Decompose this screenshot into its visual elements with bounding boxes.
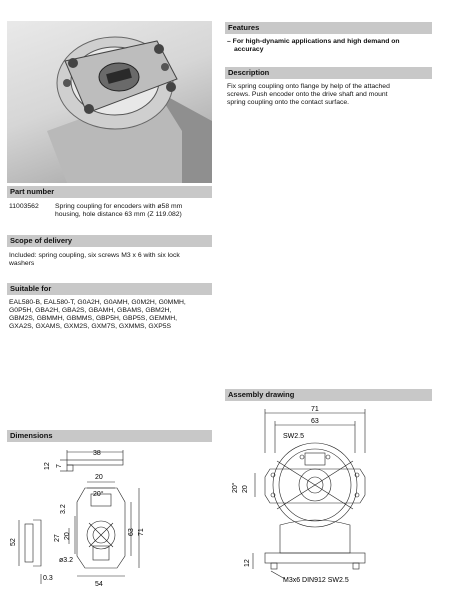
features-bullet: – For high-dynamic applications and high demand on [227, 38, 400, 45]
assembly-dim-20-deg: 20° [232, 482, 239, 493]
features-heading: Features [225, 22, 432, 34]
assembly-sw-label: SW2.5 [283, 433, 305, 440]
suitable-line-4: GXA2S, GXAMS, GXM2S, GXM7S, GXMMS, GXP5S [9, 323, 172, 330]
assembly-dim-63: 63 [311, 418, 319, 425]
scope-heading: Scope of delivery [7, 235, 212, 247]
features-bullet-cont: accuracy [234, 46, 264, 53]
scope-line-1: Included: spring coupling, six screws M3 x 6 with six lock [9, 252, 180, 259]
dim-20-b: 20 [64, 532, 71, 540]
description-line-2: screws. Push encoder onto the drive shaft and mount [227, 91, 388, 98]
assembly-heading: Assembly drawing [225, 389, 432, 401]
suitable-line-3: GBM2S, GBMMH, GBMMS, GBP5H, GBP5S, GEMMH, [9, 315, 178, 322]
dim-38: 38 [93, 450, 101, 457]
suitable-heading: Suitable for [7, 283, 212, 295]
spring-coupling-photo [7, 21, 212, 183]
part-description-line-2: housing, hole distance 63 mm (Z 119.082) [55, 211, 182, 218]
assembly-screw-label: M3x6 DIN912 SW2.5 [283, 577, 349, 584]
dim-54: 54 [95, 581, 103, 588]
dimensions-heading: Dimensions [7, 430, 212, 442]
description-line-1: Fix spring coupling onto flange by help of the attached [227, 83, 390, 90]
description-heading: Description [225, 67, 432, 79]
dimensions-drawing [5, 444, 215, 590]
dim-27: 27 [54, 534, 61, 542]
dim-63: 63 [128, 528, 135, 536]
scope-line-2: washers [9, 260, 35, 267]
description-line-3: spring coupling onto the contact surface. [227, 99, 350, 106]
assembly-dim-71: 71 [311, 406, 319, 413]
dim-71: 71 [138, 528, 145, 536]
part-number-heading: Part number [7, 186, 212, 198]
assembly-drawing [225, 403, 435, 590]
suitable-line-1: EAL580-B, EAL580-T, G0A2H, G0AMH, G0M2H, G0MMH, [9, 299, 186, 306]
dim-12: 12 [44, 462, 51, 470]
suitable-line-2: G0P5H, GBA2H, GBA2S, GBAMH, GBAMS, GBM2H, [9, 307, 172, 314]
product-photo [7, 21, 212, 183]
part-number-value: 11003562 [9, 203, 39, 210]
dim-7: 7 [56, 464, 63, 468]
dim-52: 52 [10, 538, 17, 546]
dim-0-3: 0.3 [43, 575, 53, 582]
assembly-dim-20: 20 [242, 485, 249, 493]
dim-20: 20 [95, 474, 103, 481]
dim-hole: ø3.2 [59, 557, 74, 564]
dim-3-2: 3.2 [60, 504, 67, 514]
part-description-line-1: Spring coupling for encoders with ø58 mm [55, 203, 183, 210]
assembly-dim-12: 12 [244, 559, 251, 567]
dim-20-deg: 20° [93, 491, 104, 498]
